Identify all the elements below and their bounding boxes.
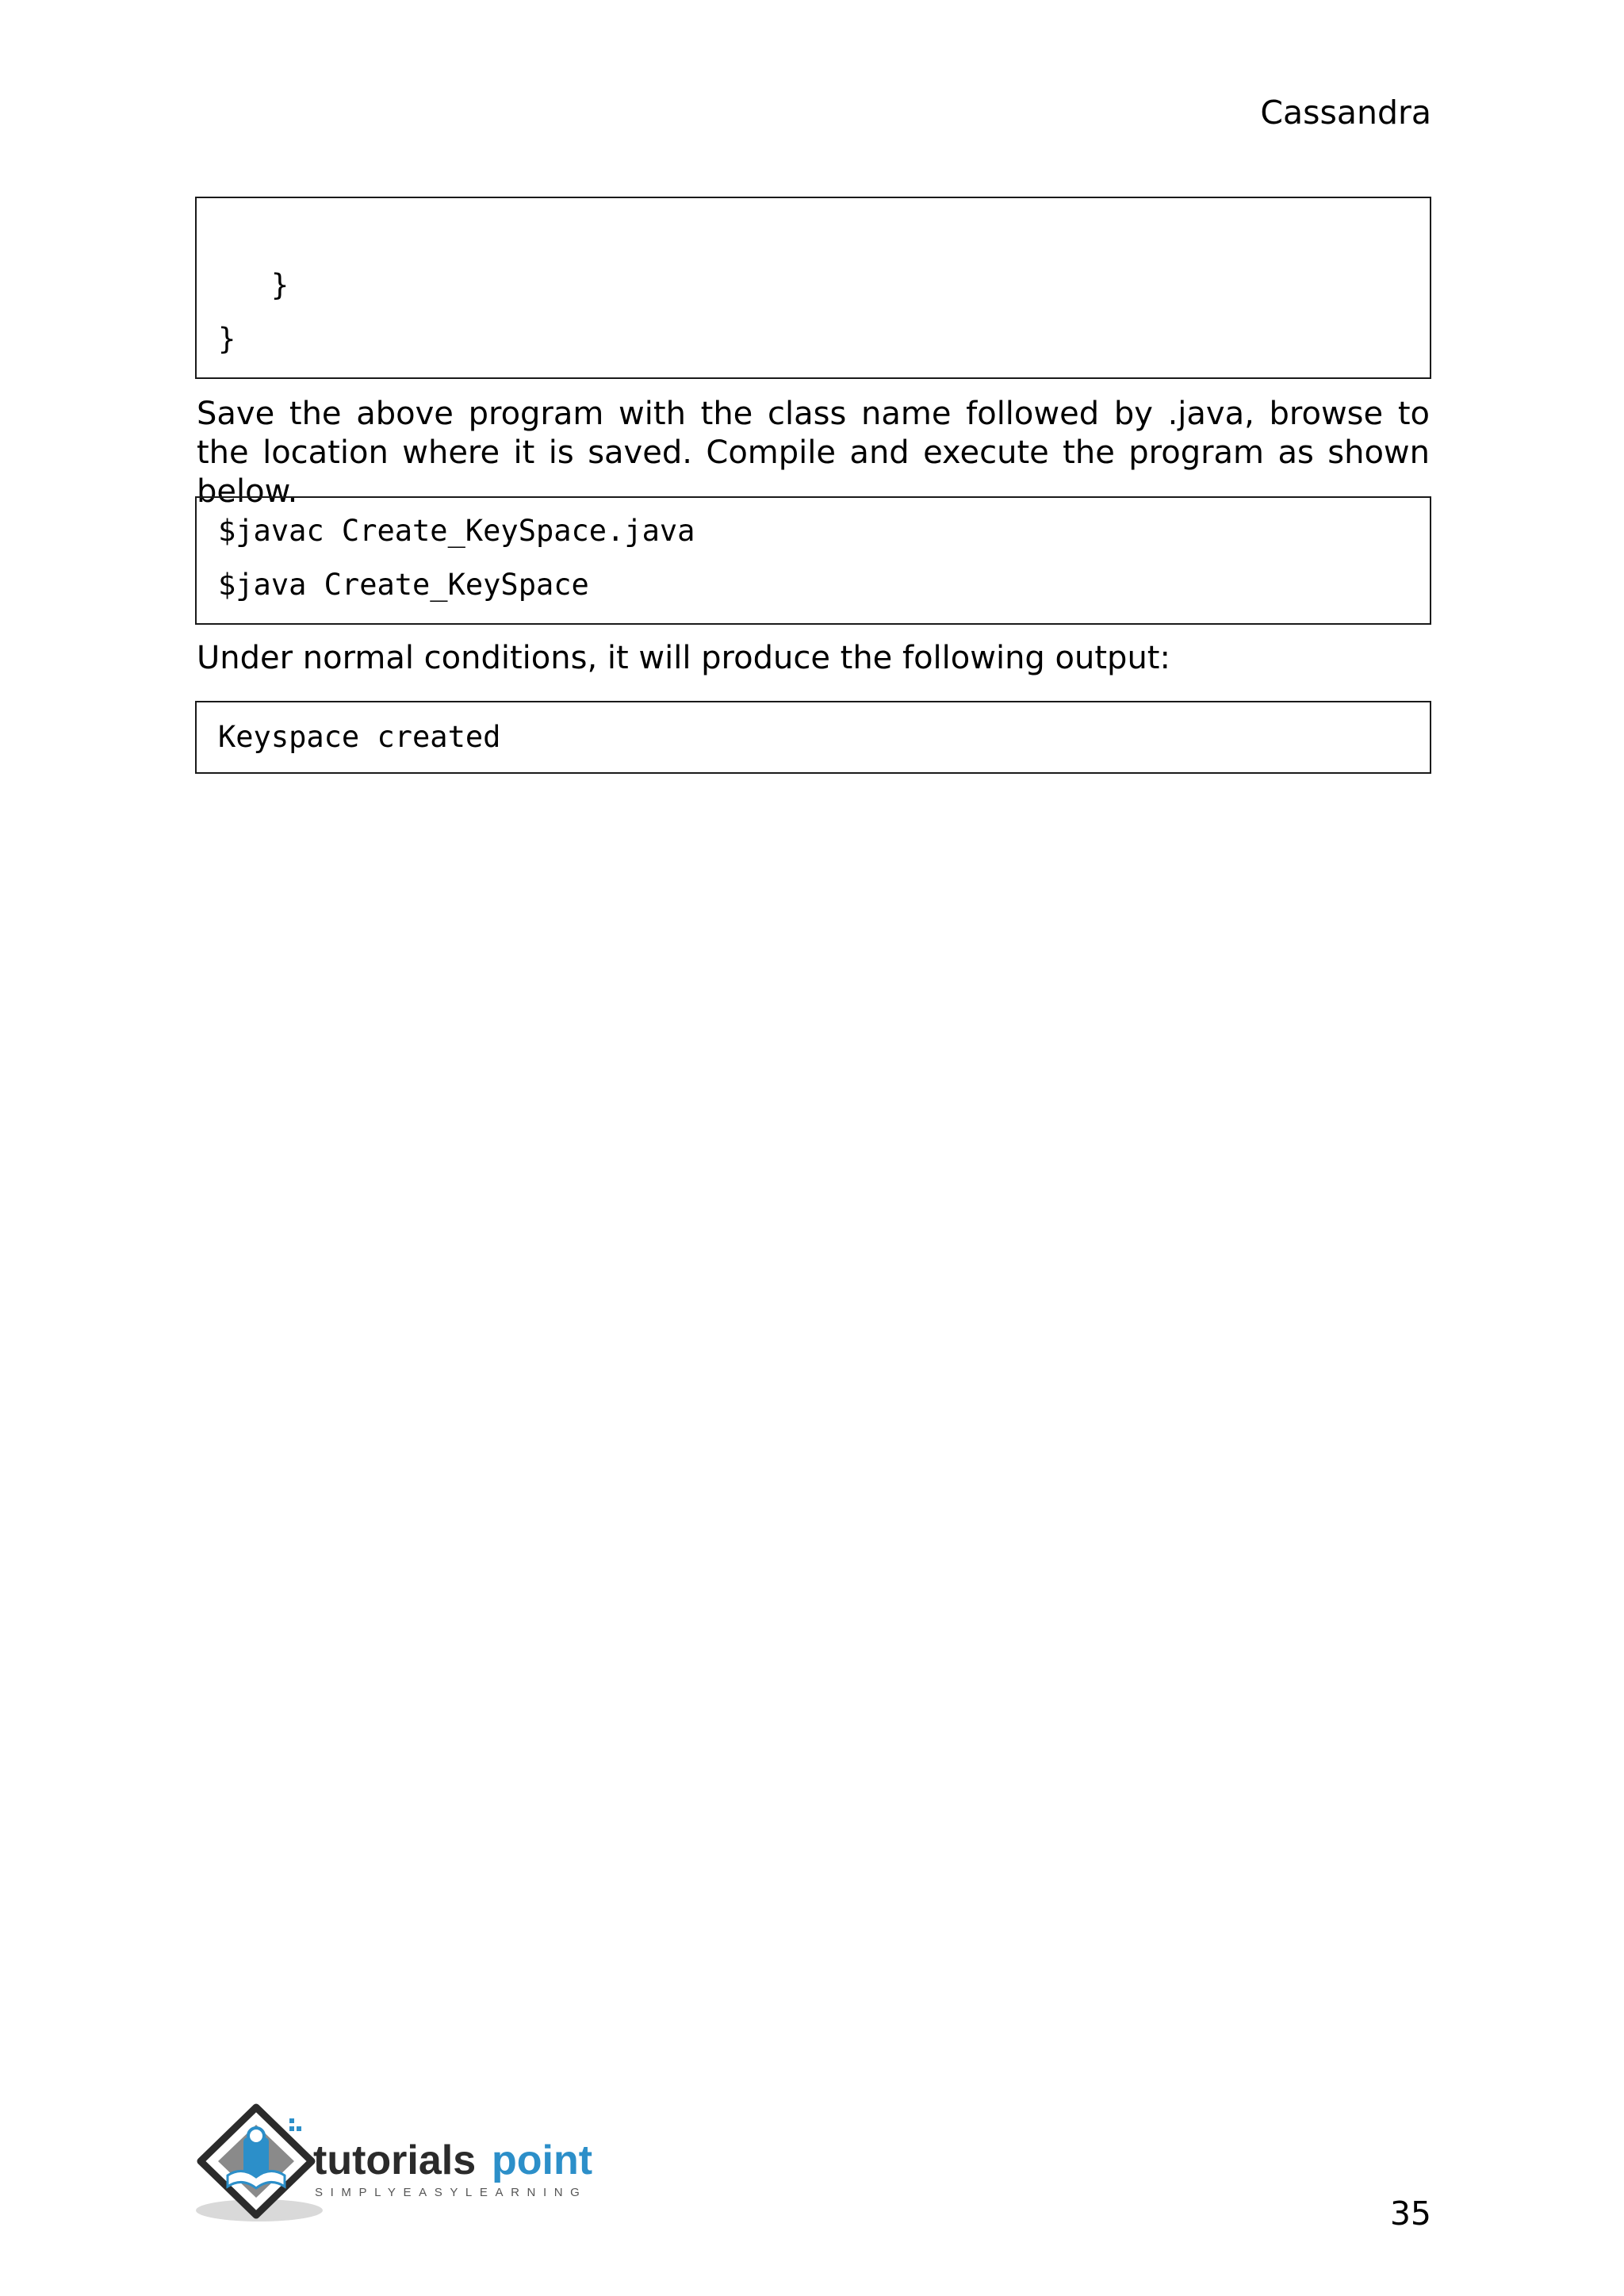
code-line: Keyspace created — [218, 720, 501, 754]
logo-word-dark: tutorials — [313, 2137, 477, 2183]
code-line: } — [218, 322, 236, 356]
logo-word-blue: point — [492, 2137, 593, 2183]
paragraph-text: Save the above program with the class name followed by .java, browse to the location where it is saved. Compile and execute the program as shown below. — [197, 396, 1430, 510]
running-header-title: Cassandra — [1260, 94, 1431, 132]
paragraph-save-compile — [197, 395, 1430, 511]
code-line: $javac Create_KeySpace.java — [218, 514, 695, 548]
logo-tagline: SIMPLYEASYLEARNING — [315, 2186, 588, 2199]
code-line: } — [218, 268, 289, 302]
code-block-output — [195, 701, 1431, 774]
tutorialspoint-logo-mark — [194, 2099, 622, 2234]
paragraph-output-intro — [197, 639, 1430, 678]
code-line: $java Create_KeySpace — [218, 568, 589, 602]
tutorialspoint-logo — [194, 2099, 622, 2234]
code-block-closing-braces — [195, 197, 1431, 379]
page-number: 35 — [1389, 2195, 1431, 2233]
paragraph-text: Under normal conditions, it will produce the following output: — [197, 640, 1170, 676]
code-block-compile-commands — [195, 496, 1431, 625]
